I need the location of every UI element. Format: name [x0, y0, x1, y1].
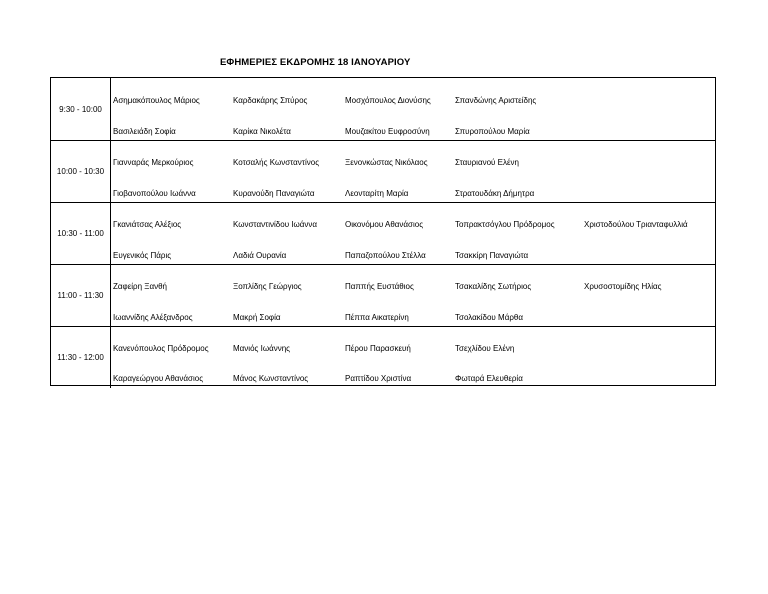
teacher-name: Κωνσταντινίδου Ιωάννα [233, 220, 318, 229]
teacher-name: Μουζακίτου Ευφροσύνη [345, 127, 430, 136]
teacher-name: Ξοπλίδης Γεώργιος [233, 282, 302, 291]
teacher-name: Κυρανούδη Παναγιώτα [233, 189, 315, 198]
teacher-name: Λαδιά Ουρανία [233, 251, 287, 260]
teacher-name: Ιωαννίδης Αλέξανδρος [113, 313, 193, 322]
teacher-name: Οικονόμου Αθανάσιος [345, 220, 424, 229]
slot-time: 10:00 - 10:30 [51, 141, 111, 202]
teacher-name: Στρατουδάκη Δήμητρα [455, 189, 535, 198]
teacher-name: Μακρή Σοφία [233, 313, 281, 322]
teacher-name: Τσακαλίδης Σωτήριος [455, 282, 532, 291]
teacher-name: Καραγεώργου Αθανάσιος [113, 374, 204, 383]
teacher-name: Ευγενικός Πάρις [113, 251, 172, 260]
teacher-name: Πέρου Παρασκευή [345, 344, 411, 353]
teacher-name: Παππής Ευστάθιος [345, 282, 414, 291]
teacher-name: Μοσχόπουλος Διονύσης [345, 96, 431, 105]
teacher-name: Γιανναράς Μερκούριος [113, 158, 194, 167]
teacher-name: Σπανδώνης Αριστείδης [455, 96, 537, 105]
teacher-name: Ασημακόπουλος Μάριος [113, 96, 200, 105]
slot-time: 11:00 - 11:30 [51, 265, 111, 326]
teacher-name: Πέππα Αικατερίνη [345, 313, 409, 322]
time-slot-row [51, 78, 715, 140]
teacher-name: Κανενόπουλος Πρόδρομος [113, 344, 209, 353]
document-title-text: ΕΦΗΜΕΡΙΕΣ ΕΚΔΡΟΜΗΣ 18 ΙΑΝΟΥΑΡΙΟΥ [220, 57, 411, 68]
time-slot-row [51, 202, 715, 264]
teacher-name: Τσακκίρη Παναγιώτα [455, 251, 529, 260]
teacher-name: Καρίκα Νικολέτα [233, 127, 291, 136]
teacher-name: Ξενονκώστας Νικόλαος [345, 158, 428, 167]
teacher-name: Τσεχλίδου Ελένη [455, 344, 515, 353]
teacher-name: Σπυροπούλου Μαρία [455, 127, 530, 136]
teacher-name: Μανιός Ιωάννης [233, 344, 290, 353]
slot-time: 9:30 - 10:00 [51, 78, 111, 140]
teacher-name: Χριστοδούλου Τριανταφυλλιά [584, 220, 688, 229]
time-slot-row [51, 264, 715, 326]
teacher-name: Βασιλειάδη Σοφία [113, 127, 176, 136]
time-slot-row [51, 326, 715, 388]
slot-time: 10:30 - 11:00 [51, 203, 111, 264]
duty-schedule-table [50, 77, 716, 386]
teacher-name: Καρδακάρης Σπύρος [233, 96, 308, 105]
slot-time: 11:30 - 12:00 [51, 327, 111, 388]
teacher-name: Γκανιάτσας Αλέξιος [113, 220, 182, 229]
teacher-name: Τοπρακτσόγλου Πρόδρομος [455, 220, 555, 229]
teacher-name: Μάνος Κωνσταντίνος [233, 374, 309, 383]
teacher-name: Χρυσοστομίδης Ηλίας [584, 282, 662, 291]
teacher-name: Ραπτίδου Χριστίνα [345, 374, 412, 383]
teacher-name: Κοτσαλής Κωνσταντίνος [233, 158, 320, 167]
teacher-name: Τσολακίδου Μάρθα [455, 313, 523, 322]
teacher-name: Φωταρά Ελευθερία [455, 374, 523, 383]
teacher-name: Σταυριανού Ελένη [455, 158, 519, 167]
teacher-name: Γιοβανοπούλου Ιωάννα [113, 189, 196, 198]
teacher-name: Παπαζοπούλου Στέλλα [345, 251, 426, 260]
teacher-name: Λεονταρίτη Μαρία [345, 189, 409, 198]
time-slot-row [51, 140, 715, 202]
teacher-name: Ζαφείρη Ξανθή [113, 282, 167, 291]
